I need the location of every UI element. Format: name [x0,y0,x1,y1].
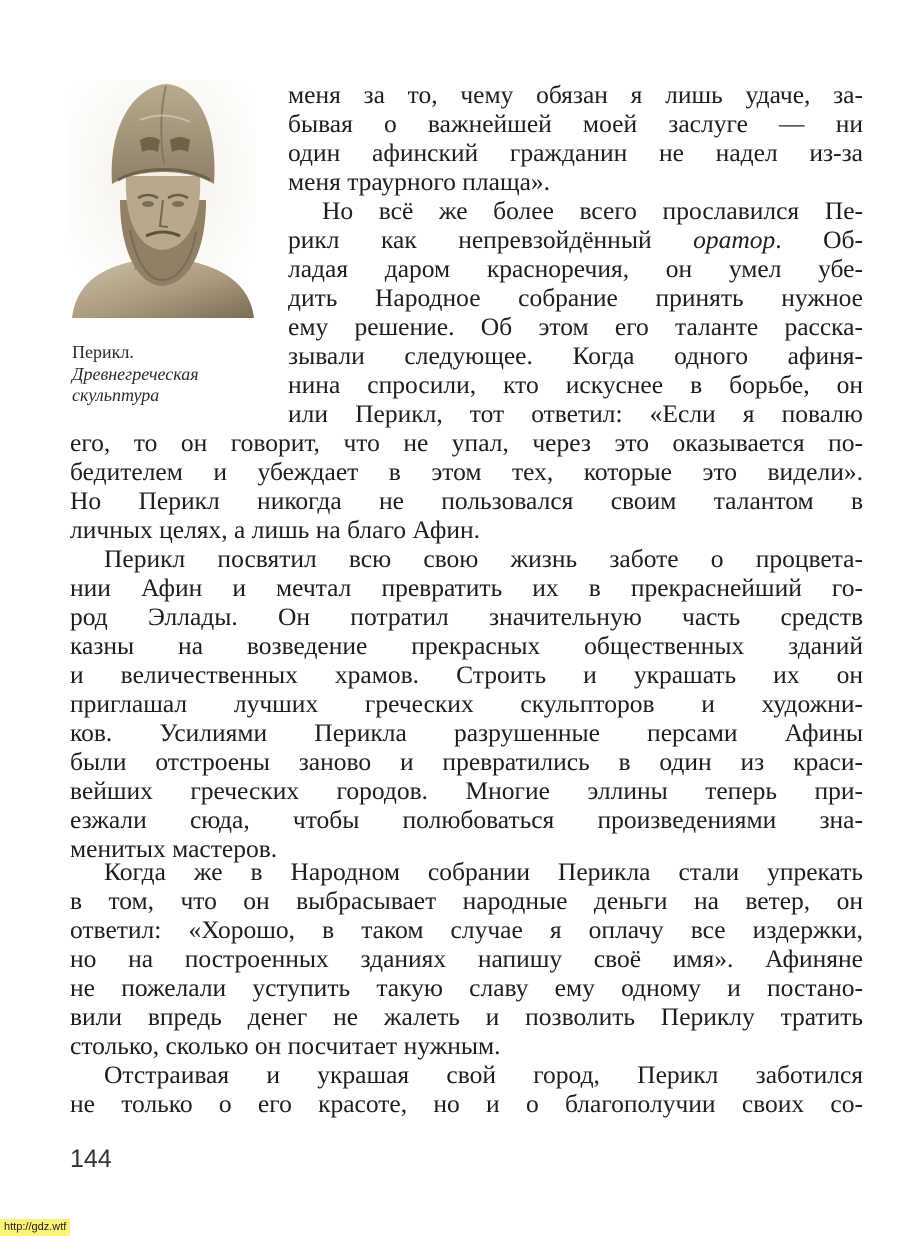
page-number: 144 [70,1145,112,1173]
text-line: бедителем и убеждает в этом тех, которые это видели». [70,457,863,486]
text-line: в том, что он выбрасывает народные деньги на ветер, он [70,886,863,915]
text-line: вили впредь денег не жалеть и позволить Периклу тратить [70,1002,863,1031]
text-line: казны на возведение прекрасных общественных зданий [70,631,863,660]
text-line: или Перикл, тот ответил: «Если я повалю [288,399,863,428]
text-line: были отстроены заново и превратились в один из краси- [70,747,863,776]
text-line: меня траурного плаща». [288,167,551,196]
text-line: ему решение. Об этом его таланте расска- [288,312,863,341]
text-line: вейших греческих городов. Многие эллины теперь при- [70,776,863,805]
figure-caption-name: Перикл. [72,342,134,362]
text-line: зывали следующее. Когда одного афиня- [288,341,863,370]
figure-caption-line-2: скульптура [72,385,160,405]
text-line: род Эллады. Он потратил значительную часть средств [70,602,863,631]
text-line: Но всё же более всего прославился Пе- [322,196,863,225]
text-line: приглашал лучших греческих скульпторов и художни- [70,689,863,718]
text-line: Но Перикл никогда не пользовался своим талантом в [70,486,863,515]
text-line: не только о его красоте, но и о благополучии своих со- [70,1089,863,1118]
text-line: ответил: «Хорошо, в таком случае я оплачу все издержки, [70,915,863,944]
text-line: дить Народное собрание принять нужное [288,283,863,312]
text-line: бывая о важнейшей моей заслуге — ни [288,109,863,138]
text-line: и величественных храмов. Строить и украшать их он [70,660,863,689]
watermark-link[interactable]: http://gdz.wtf [0,1219,70,1236]
text-line: ков. Усилиями Перикла разрушенные персами Афины [70,718,863,747]
term-orator: оратор [693,225,776,254]
text-line: но на построенных зданиях напишу своё имя». Афиняне [70,944,863,973]
text-line: один афинский гражданин не надел из-за [288,138,863,167]
text-line: Перикл посвятил всю свою жизнь заботе о процвета- [104,544,863,573]
text-line: рикл как непревзойдённый оратор. Об- [288,225,863,254]
text-line: ладая даром красноречия, он умел убе- [288,254,863,283]
text-line: личных целях, а лишь на благо Афин. [70,515,481,544]
pericles-bust-image [68,80,256,320]
text-line: меня за то, чему обязан я лишь удаче, за- [288,80,863,109]
text-line: менитых мастеров. [70,834,278,863]
text-line: нии Афин и мечтал превратить их в прекраснейший го- [70,573,863,602]
figure-caption-line-1: Древнегреческая [72,364,199,384]
text-line: нина спросили, кто искуснее в борьбе, он [288,370,863,399]
text-line: не пожелали уступить такую славу ему одному и постано- [70,973,863,1002]
text-line: его, то он говорит, что не упал, через это оказывается по- [70,428,863,457]
text-line: столько, сколько он посчитает нужным. [70,1031,501,1060]
text-line: Отстраивая и украшая свой город, Перикл заботился [104,1060,863,1089]
text-line: Когда же в Народном собрании Перикла стали упрекать [104,857,863,886]
text-line: езжали сюда, чтобы полюбоваться произведениями зна- [70,805,863,834]
